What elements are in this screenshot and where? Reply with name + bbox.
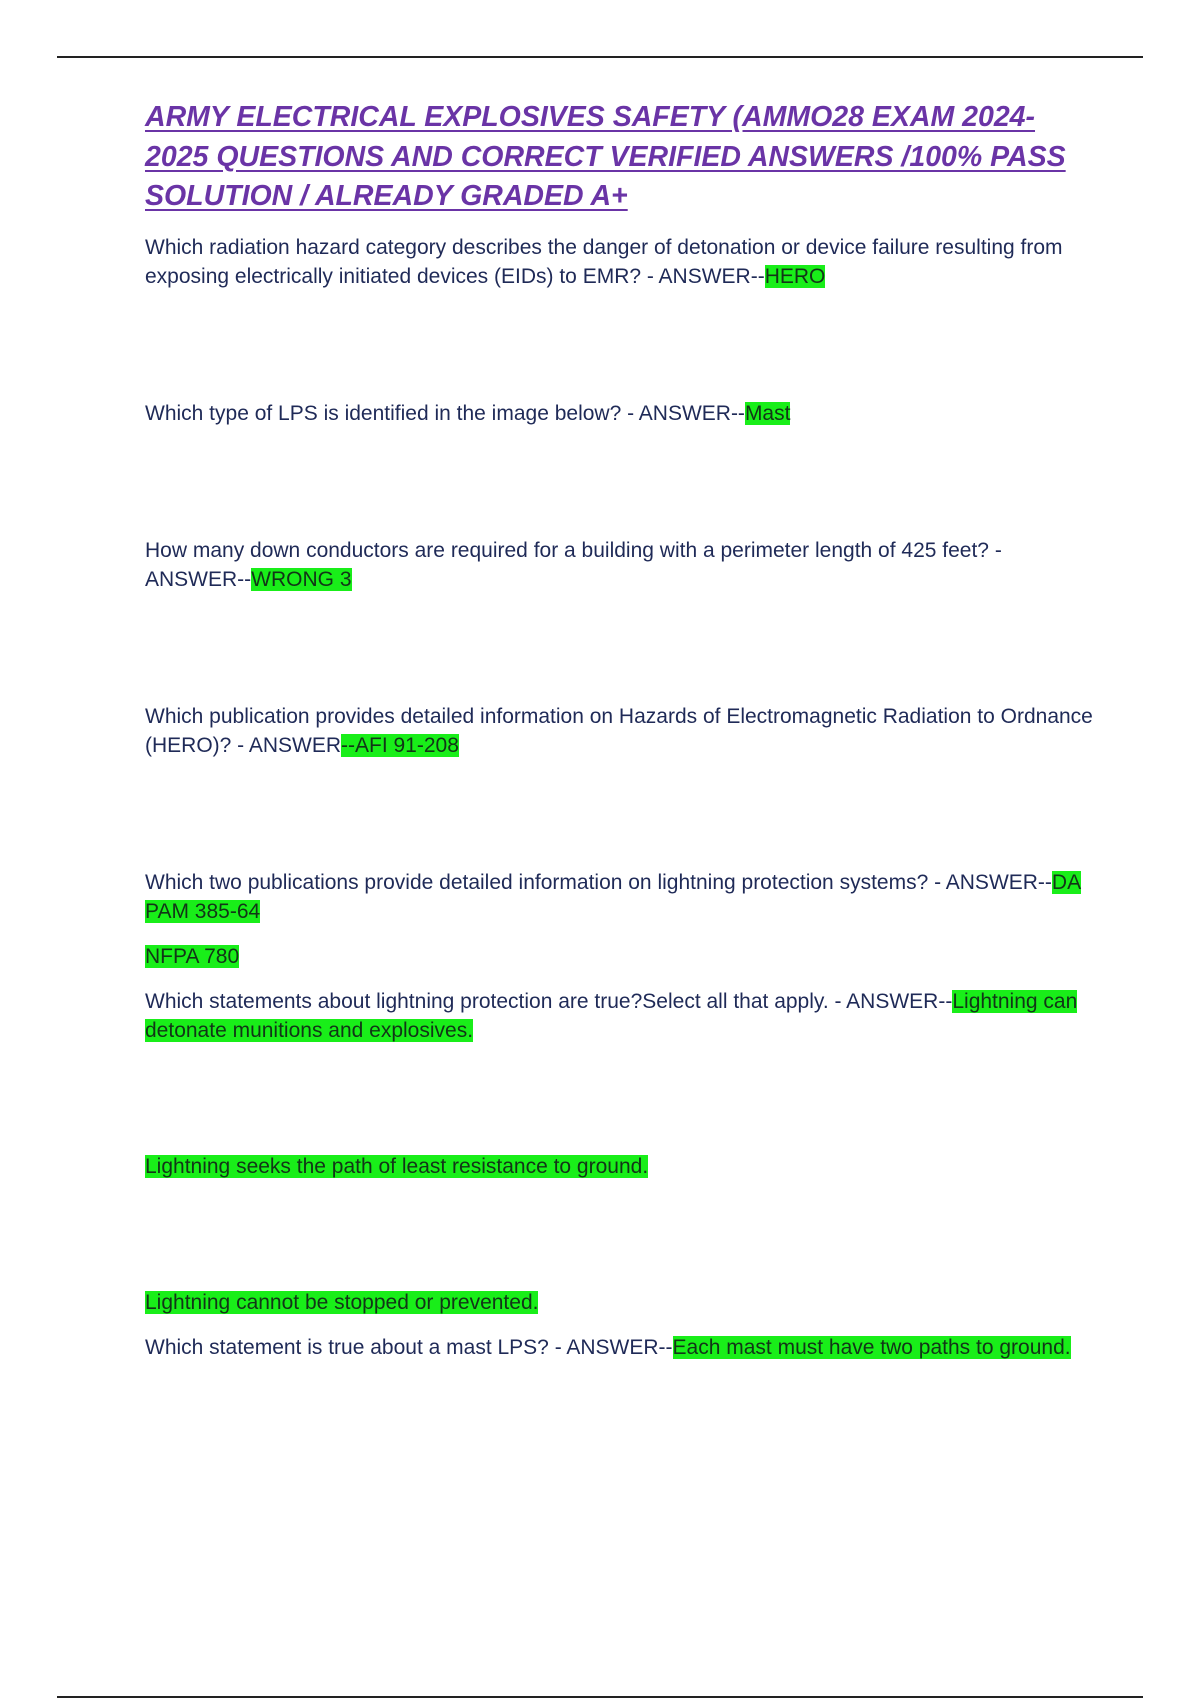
qa-item-6-answer-2 xyxy=(145,1152,1095,1181)
answer-highlight: Lightning seeks the path of least resistance to ground. xyxy=(145,1154,649,1178)
answer-highlight: DA PAM 385-64 xyxy=(145,870,1082,923)
answer-highlight: HERO xyxy=(764,264,826,288)
question-text: Which statement is true about a mast LPS? - ANSWER-- xyxy=(145,1335,673,1359)
qa-item-6 xyxy=(145,987,1095,1045)
qa-item-7 xyxy=(145,1333,1095,1362)
qa-item-2 xyxy=(145,399,1095,428)
question-text: Which type of LPS is identified in the image below? - ANSWER-- xyxy=(145,401,745,425)
qa-item-4 xyxy=(145,702,1095,760)
qa-item-6-answer-3 xyxy=(145,1288,1095,1317)
answer-highlight: --AFI 91-208 xyxy=(341,733,459,757)
answer-highlight: Mast xyxy=(744,401,791,425)
question-text: How many down conductors are required for a building with a perimeter length of 425 feet? - ANSWER-- xyxy=(145,538,1002,591)
answer-highlight: Lightning can detonate munitions and explosives. xyxy=(145,989,1078,1042)
qa-item-3 xyxy=(145,536,1095,594)
question-text: Which two publications provide detailed information on lightning protection systems? - ANSWER-- xyxy=(145,870,1052,894)
qa-item-1 xyxy=(145,233,1095,291)
answer-highlight: WRONG 3 xyxy=(251,567,352,591)
question-text: Which statements about lightning protection are true?Select all that apply. - ANSWER-- xyxy=(145,989,953,1013)
answer-highlight: Lightning cannot be stopped or prevented. xyxy=(145,1290,539,1314)
answer-highlight: Each mast must have two paths to ground. xyxy=(672,1335,1071,1359)
answer-highlight: NFPA 780 xyxy=(145,944,240,968)
qa-item-5 xyxy=(145,868,1095,926)
qa-item-5-extra xyxy=(145,942,1095,971)
question-text: Which radiation hazard category describes the danger of detonation or device failure resulting from exposing electrically initiated devices (EIDs) to EMR? - ANSWER-- xyxy=(145,235,1063,288)
document-body xyxy=(145,98,1095,1362)
top-rule xyxy=(57,56,1143,58)
bottom-rule xyxy=(57,1696,1143,1698)
document-title: ARMY ELECTRICAL EXPLOSIVES SAFETY (AMMO28 EXAM 2024-2025 QUESTIONS AND CORRECT VERIFIED ANSWERS /100% PASS SOLUTION / ALREADY GRADED A+ xyxy=(145,101,1066,212)
question-text: Which publication provides detailed information on Hazards of Electromagnetic Radiation to Ordnance (HERO)? - ANSWER xyxy=(145,704,1093,757)
